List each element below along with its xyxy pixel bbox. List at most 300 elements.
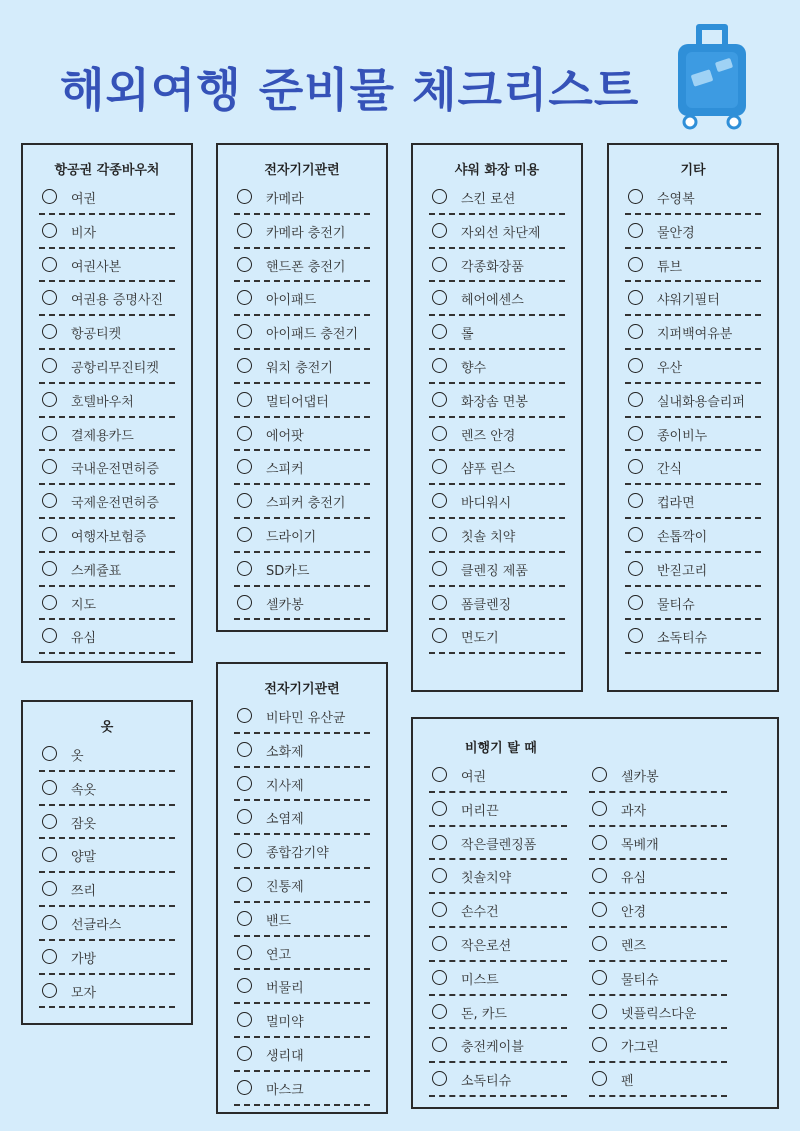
- circle-checkbox-icon[interactable]: [628, 257, 643, 272]
- checklist-item-label: 목베개: [621, 837, 659, 853]
- checklist-item-label: 결제용카드: [71, 428, 134, 444]
- box-title: 기타: [680, 163, 706, 178]
- checklist-item-label: 손톱깍이: [657, 529, 708, 545]
- checklist-item[interactable]: [234, 801, 370, 835]
- circle-checkbox-icon[interactable]: [592, 835, 607, 850]
- checklist-item[interactable]: [429, 384, 565, 418]
- checklist-item-label: SD카드: [266, 563, 310, 579]
- checklist-item[interactable]: [429, 519, 565, 553]
- box-title: 샤워 화장 미용: [454, 163, 540, 178]
- checklist-item[interactable]: [589, 962, 727, 996]
- circle-checkbox-icon[interactable]: [628, 628, 643, 643]
- checklist-item[interactable]: [429, 249, 565, 283]
- checklist-item[interactable]: [625, 519, 761, 553]
- checklist-item[interactable]: [39, 806, 175, 840]
- circle-checkbox-icon[interactable]: [42, 392, 57, 407]
- checklist-item-label: 여권: [71, 192, 97, 207]
- checklist-item-label: 컵라면: [657, 496, 695, 512]
- checklist-item[interactable]: [429, 451, 565, 485]
- checklist-item[interactable]: [234, 768, 370, 802]
- checklist-item-label: 모자: [71, 985, 97, 1001]
- checklist-item[interactable]: [234, 282, 370, 316]
- checklist-item[interactable]: [625, 485, 761, 519]
- checklist-item-label: 물티슈: [621, 972, 659, 988]
- circle-checkbox-icon[interactable]: [628, 189, 643, 204]
- checklist-item-label: 카메라 충전기: [266, 225, 346, 241]
- checklist-item-label: 옷: [71, 749, 84, 764]
- checklist-item-label: 손수건: [461, 905, 499, 921]
- checklist-item[interactable]: [234, 553, 370, 587]
- checklist-item[interactable]: [234, 384, 370, 418]
- checklist-item[interactable]: [429, 418, 565, 452]
- checklist-item[interactable]: [39, 181, 175, 215]
- checklist-item[interactable]: [234, 937, 370, 971]
- checklist: [625, 181, 761, 654]
- checklist-item[interactable]: [429, 587, 565, 621]
- checklist-item-label: 우산: [657, 360, 683, 376]
- circle-checkbox-icon[interactable]: [432, 936, 447, 951]
- suitcase-icon: [676, 22, 748, 130]
- circle-checkbox-icon[interactable]: [42, 358, 57, 373]
- checklist-item[interactable]: [429, 996, 567, 1030]
- circle-checkbox-icon[interactable]: [592, 801, 607, 816]
- checklist-item-label: 돈, 카드: [461, 1006, 507, 1022]
- checklist-item[interactable]: [429, 553, 565, 587]
- circle-checkbox-icon[interactable]: [628, 358, 643, 373]
- circle-checkbox-icon[interactable]: [237, 776, 252, 791]
- checklist-item[interactable]: [234, 519, 370, 553]
- circle-checkbox-icon[interactable]: [42, 257, 57, 272]
- checklist-item-label: 펜: [621, 1074, 634, 1090]
- checklist-item[interactable]: [234, 1038, 370, 1072]
- checklist-item[interactable]: [234, 485, 370, 519]
- checklist-item[interactable]: [429, 928, 567, 962]
- circle-checkbox-icon[interactable]: [237, 561, 252, 576]
- circle-checkbox-icon[interactable]: [432, 223, 447, 238]
- checklist-item-label: 화장솜 면봉: [461, 394, 528, 410]
- circle-checkbox-icon[interactable]: [432, 970, 447, 985]
- checklist-item-label: 생리대: [266, 1048, 304, 1064]
- checklist-item-label: 아이패드: [266, 293, 317, 309]
- checklist-item[interactable]: [589, 827, 727, 861]
- circle-checkbox-icon[interactable]: [237, 595, 252, 610]
- circle-checkbox-icon[interactable]: [42, 459, 57, 474]
- checklist-item[interactable]: [589, 793, 727, 827]
- circle-checkbox-icon[interactable]: [432, 868, 447, 883]
- checklist-item-label: 호텔바우처: [71, 394, 134, 410]
- checklist-item[interactable]: [39, 350, 175, 384]
- checklist: [39, 738, 175, 1008]
- checklist-item[interactable]: [589, 1063, 727, 1097]
- circle-checkbox-icon[interactable]: [432, 426, 447, 441]
- circle-checkbox-icon[interactable]: [592, 1037, 607, 1052]
- circle-checkbox-icon[interactable]: [237, 290, 252, 305]
- checklist-item[interactable]: [234, 181, 370, 215]
- checklist-box-etc: [607, 143, 779, 692]
- checklist-item-label: 속옷: [71, 782, 97, 798]
- circle-checkbox-icon[interactable]: [628, 392, 643, 407]
- checklist-item-label: 물안경: [657, 225, 695, 241]
- checklist-item[interactable]: [39, 738, 175, 772]
- checklist-item-label: 바디워시: [461, 496, 512, 512]
- checklist-item-label: 여권용 증명사진: [71, 293, 164, 309]
- circle-checkbox-icon[interactable]: [42, 527, 57, 542]
- circle-checkbox-icon[interactable]: [42, 290, 57, 305]
- checklist-item-label: 샴푸 린스: [461, 462, 516, 478]
- box-title: 옷: [100, 720, 114, 735]
- checklist-item[interactable]: [234, 249, 370, 283]
- checklist-item-label: 아이패드 충전기: [266, 327, 359, 343]
- checklist-item[interactable]: [429, 860, 567, 894]
- checklist-item-label: 렌즈: [621, 938, 647, 954]
- checklist-item-label: 폼클렌징: [461, 597, 512, 613]
- checklist-item[interactable]: [39, 975, 175, 1009]
- checklist-item-label: 선글라스: [71, 917, 122, 933]
- circle-checkbox-icon[interactable]: [237, 426, 252, 441]
- checklist-item[interactable]: [429, 759, 567, 793]
- checklist-item[interactable]: [39, 519, 175, 553]
- checklist-item-label: 유심: [71, 631, 97, 647]
- circle-checkbox-icon[interactable]: [432, 189, 447, 204]
- checklist-item[interactable]: [625, 350, 761, 384]
- checklist-item[interactable]: [589, 894, 727, 928]
- checklist-item-label: 비타민 유산균: [266, 711, 346, 726]
- checklist-item-label: 유심: [621, 871, 647, 887]
- circle-checkbox-icon[interactable]: [237, 257, 252, 272]
- checklist-item[interactable]: [625, 316, 761, 350]
- checklist-item[interactable]: [625, 282, 761, 316]
- circle-checkbox-icon[interactable]: [237, 493, 252, 508]
- checklist-item-label: 비자: [71, 225, 97, 241]
- checklist-item-label: 에어팟: [266, 428, 304, 444]
- checklist-item-label: 국내운전면허증: [71, 462, 159, 478]
- circle-checkbox-icon[interactable]: [42, 493, 57, 508]
- circle-checkbox-icon[interactable]: [42, 746, 57, 761]
- checklist-item[interactable]: [625, 249, 761, 283]
- checklist-box-electronics: [216, 143, 388, 632]
- circle-checkbox-icon[interactable]: [628, 426, 643, 441]
- checklist-item[interactable]: [625, 181, 761, 215]
- circle-checkbox-icon[interactable]: [592, 1004, 607, 1019]
- checklist-item-label: 미스트: [461, 972, 499, 988]
- circle-checkbox-icon[interactable]: [432, 459, 447, 474]
- circle-checkbox-icon[interactable]: [592, 936, 607, 951]
- checklist-item-label: 스피커: [266, 462, 304, 478]
- checklist-item[interactable]: [39, 249, 175, 283]
- checklist-item-label: 국제운전면허증: [71, 496, 159, 512]
- checklist-item[interactable]: [625, 553, 761, 587]
- circle-checkbox-icon[interactable]: [42, 189, 57, 204]
- checklist-item-label: 여권사본: [71, 259, 122, 275]
- checklist-item-label: 밴드: [266, 913, 292, 929]
- circle-checkbox-icon[interactable]: [42, 949, 57, 964]
- box-title: 전자기기관련: [264, 682, 340, 697]
- checklist-item-label: 헤어에센스: [461, 293, 524, 309]
- box-title: 전자기기관련: [264, 163, 340, 178]
- circle-checkbox-icon[interactable]: [42, 628, 57, 643]
- checklist: [234, 181, 370, 620]
- circle-checkbox-icon[interactable]: [432, 767, 447, 782]
- checklist-item-label: 물티슈: [657, 597, 695, 613]
- checklist-item-label: 샤워기필터: [657, 293, 720, 309]
- circle-checkbox-icon[interactable]: [237, 459, 252, 474]
- checklist-item[interactable]: [39, 418, 175, 452]
- checklist-item[interactable]: [429, 894, 567, 928]
- checklist-item-label: 향수: [461, 360, 487, 376]
- checklist-item[interactable]: [39, 587, 175, 621]
- circle-checkbox-icon[interactable]: [237, 1046, 252, 1061]
- checklist-item-label: 튜브: [657, 259, 683, 275]
- circle-checkbox-icon[interactable]: [237, 911, 252, 926]
- circle-checkbox-icon[interactable]: [42, 881, 57, 896]
- circle-checkbox-icon[interactable]: [237, 324, 252, 339]
- checklist-item[interactable]: [429, 620, 565, 654]
- checklist-item-label: 멀미약: [266, 1015, 304, 1031]
- checklist-item[interactable]: [39, 316, 175, 350]
- checklist: [429, 181, 565, 654]
- circle-checkbox-icon[interactable]: [628, 527, 643, 542]
- checklist-item[interactable]: [39, 451, 175, 485]
- checklist-item-label: 자외선 차단제: [461, 225, 541, 241]
- circle-checkbox-icon[interactable]: [628, 223, 643, 238]
- circle-checkbox-icon[interactable]: [592, 767, 607, 782]
- circle-checkbox-icon[interactable]: [42, 426, 57, 441]
- circle-checkbox-icon[interactable]: [237, 223, 252, 238]
- checklist-item[interactable]: [39, 384, 175, 418]
- circle-checkbox-icon[interactable]: [237, 809, 252, 824]
- checklist-item[interactable]: [234, 1072, 370, 1106]
- circle-checkbox-icon[interactable]: [432, 358, 447, 373]
- checklist-item[interactable]: [625, 451, 761, 485]
- page-title: 해외여행 준비물 체크리스트: [60, 63, 640, 117]
- checklist-item-label: 안경: [621, 905, 647, 921]
- circle-checkbox-icon[interactable]: [432, 1037, 447, 1052]
- circle-checkbox-icon[interactable]: [432, 257, 447, 272]
- checklist-item-label: 지퍼백여유분: [657, 327, 733, 343]
- circle-checkbox-icon[interactable]: [592, 868, 607, 883]
- box-title: 항공권 각종바우처: [54, 163, 160, 178]
- checklist-item[interactable]: [625, 384, 761, 418]
- checklist-item-label: 멀티어댑터: [266, 394, 329, 410]
- checklist-box-vouchers: [21, 143, 193, 663]
- checklist-item-label: 칫솔 치약: [461, 529, 516, 545]
- checklist-item-label: 드라이기: [266, 529, 317, 545]
- circle-checkbox-icon[interactable]: [237, 392, 252, 407]
- circle-checkbox-icon[interactable]: [42, 595, 57, 610]
- checklist-item-label: 가방: [71, 951, 97, 967]
- checklist-item-label: 항공티켓: [71, 327, 122, 343]
- checklist-item[interactable]: [589, 759, 727, 793]
- checklist-item[interactable]: [234, 451, 370, 485]
- circle-checkbox-icon[interactable]: [237, 358, 252, 373]
- checklist-box-medicine: [216, 662, 388, 1114]
- checklist-item-label: 머리끈: [461, 803, 499, 819]
- checklist-item-label: 공항리무진티켓: [71, 360, 159, 376]
- circle-checkbox-icon[interactable]: [237, 1012, 252, 1027]
- checklist-item-label: 클렌징 제품: [461, 563, 528, 579]
- checklist-item-label: 여행자보험증: [71, 529, 147, 545]
- checklist-item[interactable]: [234, 869, 370, 903]
- circle-checkbox-icon[interactable]: [42, 561, 57, 576]
- circle-checkbox-icon[interactable]: [628, 290, 643, 305]
- circle-checkbox-icon[interactable]: [592, 970, 607, 985]
- checklist-item-label: 쯔리: [71, 884, 97, 900]
- circle-checkbox-icon[interactable]: [237, 877, 252, 892]
- checklist-item-label: 각종화장품: [461, 259, 524, 275]
- checklist-item[interactable]: [625, 215, 761, 249]
- checklist-item-label: 마스크: [266, 1082, 304, 1098]
- checklist-item-label: 소독티슈: [657, 631, 708, 647]
- circle-checkbox-icon[interactable]: [432, 527, 447, 542]
- checklist-item-label: 작은로션: [461, 938, 512, 954]
- checklist-item[interactable]: [429, 215, 565, 249]
- circle-checkbox-icon[interactable]: [237, 978, 252, 993]
- checklist-item-label: 스피커 충전기: [266, 496, 346, 512]
- checklist-item[interactable]: [234, 700, 370, 734]
- circle-checkbox-icon[interactable]: [432, 801, 447, 816]
- checklist-right: [589, 759, 727, 1097]
- checklist-item[interactable]: [39, 839, 175, 873]
- circle-checkbox-icon[interactable]: [592, 902, 607, 917]
- checklist-item[interactable]: [429, 1063, 567, 1097]
- checklist-item-label: 잠옷: [71, 816, 97, 832]
- checklist-item[interactable]: [234, 587, 370, 621]
- circle-checkbox-icon[interactable]: [628, 324, 643, 339]
- circle-checkbox-icon[interactable]: [237, 1080, 252, 1095]
- circle-checkbox-icon[interactable]: [432, 628, 447, 643]
- checklist-item-label: 카메라: [266, 192, 304, 207]
- circle-checkbox-icon[interactable]: [432, 392, 447, 407]
- checklist-item[interactable]: [429, 793, 567, 827]
- circle-checkbox-icon[interactable]: [432, 835, 447, 850]
- circle-checkbox-icon[interactable]: [628, 459, 643, 474]
- circle-checkbox-icon[interactable]: [432, 1004, 447, 1019]
- circle-checkbox-icon[interactable]: [628, 595, 643, 610]
- checklist-item[interactable]: [234, 1004, 370, 1038]
- checklist-item-label: 롤: [461, 327, 474, 343]
- checklist-item[interactable]: [39, 485, 175, 519]
- circle-checkbox-icon[interactable]: [592, 1071, 607, 1086]
- checklist-item-label: 스케쥴표: [71, 563, 122, 579]
- checklist-item[interactable]: [625, 587, 761, 621]
- circle-checkbox-icon[interactable]: [42, 983, 57, 998]
- checklist-item[interactable]: [589, 860, 727, 894]
- checklist-item[interactable]: [234, 835, 370, 869]
- checklist-box-in-flight: [411, 717, 779, 1109]
- circle-checkbox-icon[interactable]: [628, 561, 643, 576]
- checklist-item[interactable]: [234, 418, 370, 452]
- checklist-item-label: 소염제: [266, 812, 304, 828]
- checklist-item[interactable]: [39, 215, 175, 249]
- checklist-item[interactable]: [39, 941, 175, 975]
- checklist-item-label: 소독티슈: [461, 1074, 512, 1090]
- checklist-item-label: 렌즈 안경: [461, 428, 516, 444]
- checklist-item[interactable]: [429, 827, 567, 861]
- circle-checkbox-icon[interactable]: [432, 290, 447, 305]
- checklist-item[interactable]: [429, 350, 565, 384]
- checklist-item[interactable]: [234, 734, 370, 768]
- checklist-item-label: 충전케이블: [461, 1040, 524, 1056]
- circle-checkbox-icon[interactable]: [237, 843, 252, 858]
- checklist-item[interactable]: [429, 962, 567, 996]
- checklist-item-label: 면도기: [461, 631, 499, 647]
- checklist-item[interactable]: [429, 1029, 567, 1063]
- checklist-item-label: 작은클렌징폼: [461, 837, 537, 853]
- checklist-item[interactable]: [429, 282, 565, 316]
- circle-checkbox-icon[interactable]: [42, 223, 57, 238]
- checklist-item-label: 버물리: [266, 981, 304, 997]
- circle-checkbox-icon[interactable]: [237, 742, 252, 757]
- circle-checkbox-icon[interactable]: [42, 780, 57, 795]
- checklist-item-label: 여권: [461, 770, 487, 785]
- checklist-item[interactable]: [429, 181, 565, 215]
- box-title: 비행기 탈 때: [465, 741, 537, 756]
- checklist-item[interactable]: [589, 996, 727, 1030]
- checklist-item[interactable]: [39, 620, 175, 654]
- checklist-item-label: 셀카봉: [266, 597, 304, 613]
- circle-checkbox-icon[interactable]: [432, 493, 447, 508]
- circle-checkbox-icon[interactable]: [237, 945, 252, 960]
- checklist-item-label: 넷플릭스다운: [621, 1006, 697, 1022]
- checklist-box-clothes: [21, 700, 193, 1025]
- checklist-item[interactable]: [39, 772, 175, 806]
- checklist-item[interactable]: [39, 282, 175, 316]
- checklist-item[interactable]: [234, 316, 370, 350]
- checklist-item[interactable]: [625, 620, 761, 654]
- checklist-left: [429, 759, 567, 1097]
- checklist-item[interactable]: [39, 873, 175, 907]
- circle-checkbox-icon[interactable]: [432, 324, 447, 339]
- checklist-item-label: 지도: [71, 597, 97, 613]
- circle-checkbox-icon[interactable]: [432, 595, 447, 610]
- circle-checkbox-icon[interactable]: [432, 1071, 447, 1086]
- checklist-item-label: 칫솔치약: [461, 871, 512, 887]
- checklist-item-label: 종합감기약: [266, 846, 329, 862]
- circle-checkbox-icon[interactable]: [432, 561, 447, 576]
- checklist-item[interactable]: [234, 970, 370, 1004]
- circle-checkbox-icon[interactable]: [237, 527, 252, 542]
- checklist-item[interactable]: [589, 1029, 727, 1063]
- checklist-item[interactable]: [234, 215, 370, 249]
- checklist-item[interactable]: [234, 903, 370, 937]
- circle-checkbox-icon[interactable]: [628, 493, 643, 508]
- checklist-item[interactable]: [625, 418, 761, 452]
- checklist-item-label: 실내화용슬리퍼: [657, 394, 745, 410]
- circle-checkbox-icon[interactable]: [432, 902, 447, 917]
- circle-checkbox-icon[interactable]: [42, 915, 57, 930]
- checklist-item-label: 소화제: [266, 744, 304, 760]
- checklist-item[interactable]: [589, 928, 727, 962]
- checklist-item-label: 종이비누: [657, 428, 708, 444]
- checklist-item[interactable]: [234, 350, 370, 384]
- checklist-item-label: 가그린: [621, 1040, 659, 1056]
- checklist-item[interactable]: [39, 553, 175, 587]
- checklist-item-label: 핸드폰 충전기: [266, 259, 346, 275]
- checklist-item[interactable]: [429, 316, 565, 350]
- checklist-item-label: 지사제: [266, 778, 304, 794]
- circle-checkbox-icon[interactable]: [42, 847, 57, 862]
- checklist-item[interactable]: [39, 907, 175, 941]
- checklist-item-label: 스킨 로션: [461, 192, 516, 207]
- circle-checkbox-icon[interactable]: [237, 189, 252, 204]
- checklist-item[interactable]: [429, 485, 565, 519]
- circle-checkbox-icon[interactable]: [237, 708, 252, 723]
- checklist-item-label: 셀카봉: [621, 770, 659, 785]
- circle-checkbox-icon[interactable]: [42, 324, 57, 339]
- circle-checkbox-icon[interactable]: [42, 814, 57, 829]
- checklist: [234, 700, 370, 1106]
- checklist: [39, 181, 175, 654]
